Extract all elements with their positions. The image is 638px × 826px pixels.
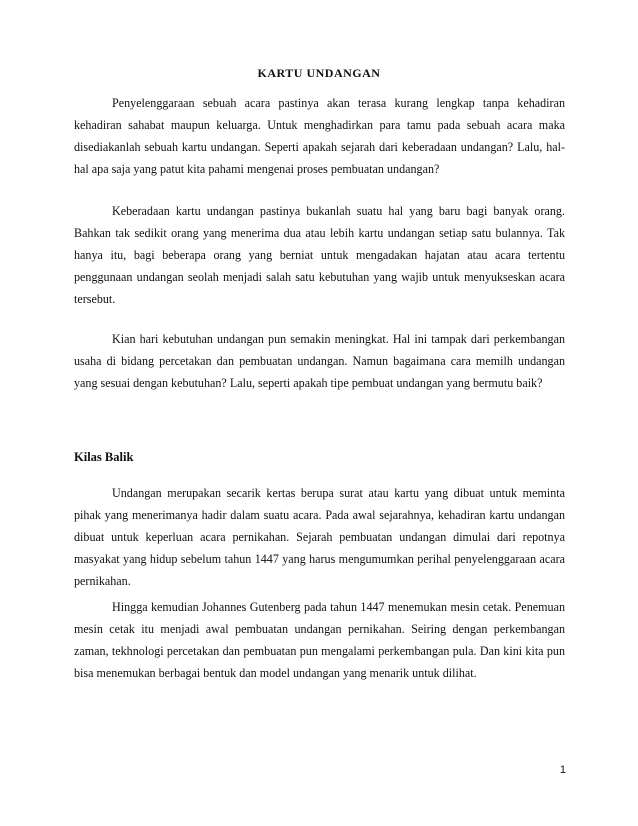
paragraph-intro: Penyelenggaraan sebuah acara pastinya akan terasa kurang lengkap tanpa kehadiran kehadiran sahabat maupun keluarga. Untuk menghadirkan para tamu pada sebuah acara maka disediakanlah sebuah kartu undangan. Seperti apakah sejarah dari keberadaan undangan? Lalu, hal-hal apa saja yang patut kita pahami mengenai proses pembuatan undangan? (74, 96, 565, 177)
section-heading: Kilas Balik (74, 450, 134, 464)
paragraph-existence: Keberadaan kartu undangan pastinya bukanlah suatu hal yang baru bagi banyak orang. Bahkan tak sedikit orang yang menerima dua atau lebih kartu undangan setiap satu bulannya. Tak hanya itu, bagi beberapa orang yang berniat untuk mengadakan hajatan atau acara tertentu penggunaan undangan seolah menjadi salah satu kebutuhan yang wajib untuk menyukseskan acara tersebut. (74, 204, 565, 307)
document-title: KARTU UNDANGAN (257, 66, 381, 80)
paragraph-gutenberg: Hingga kemudian Johannes Gutenberg pada tahun 1447 menemukan mesin cetak. Penemuan mesin cetak itu menjadi awal pembuatan undangan pernikahan. Seiring dengan perkembangan zaman, tekhnologi percetakan dan pembuatan pun mengalami perkembangan pula. Dan kini kita pun bisa menemukan berbagai bentuk dan model undangan yang menarik untuk dilihat. (74, 600, 565, 681)
paragraph-demand: Kian hari kebutuhan undangan pun semakin meningkat. Hal ini tampak dari perkembangan usaha di bidang percetakan dan pembuatan undangan. Namun bagaimana cara memilh undangan yang sesuai dengan kebutuhan? Lalu, seperti apakah tipe pembuat undangan yang bermutu baik? (74, 332, 565, 391)
paragraph-history: Undangan merupakan secarik kertas berupa surat atau kartu yang dibuat untuk meminta pihak yang menerimanya hadir dalam suatu acara. Pada awal sejarahnya, kehadiran kartu undangan dibuat untuk keperluan acara pernikahan. Sejarah pembuatan undangan dimulai dari repotnya masyakat yang hidup sebelum tahun 1447 yang harus mengumumkan perihal penyelenggaraan acara pernikahan. (74, 486, 565, 589)
page-number: 1 (559, 764, 566, 776)
